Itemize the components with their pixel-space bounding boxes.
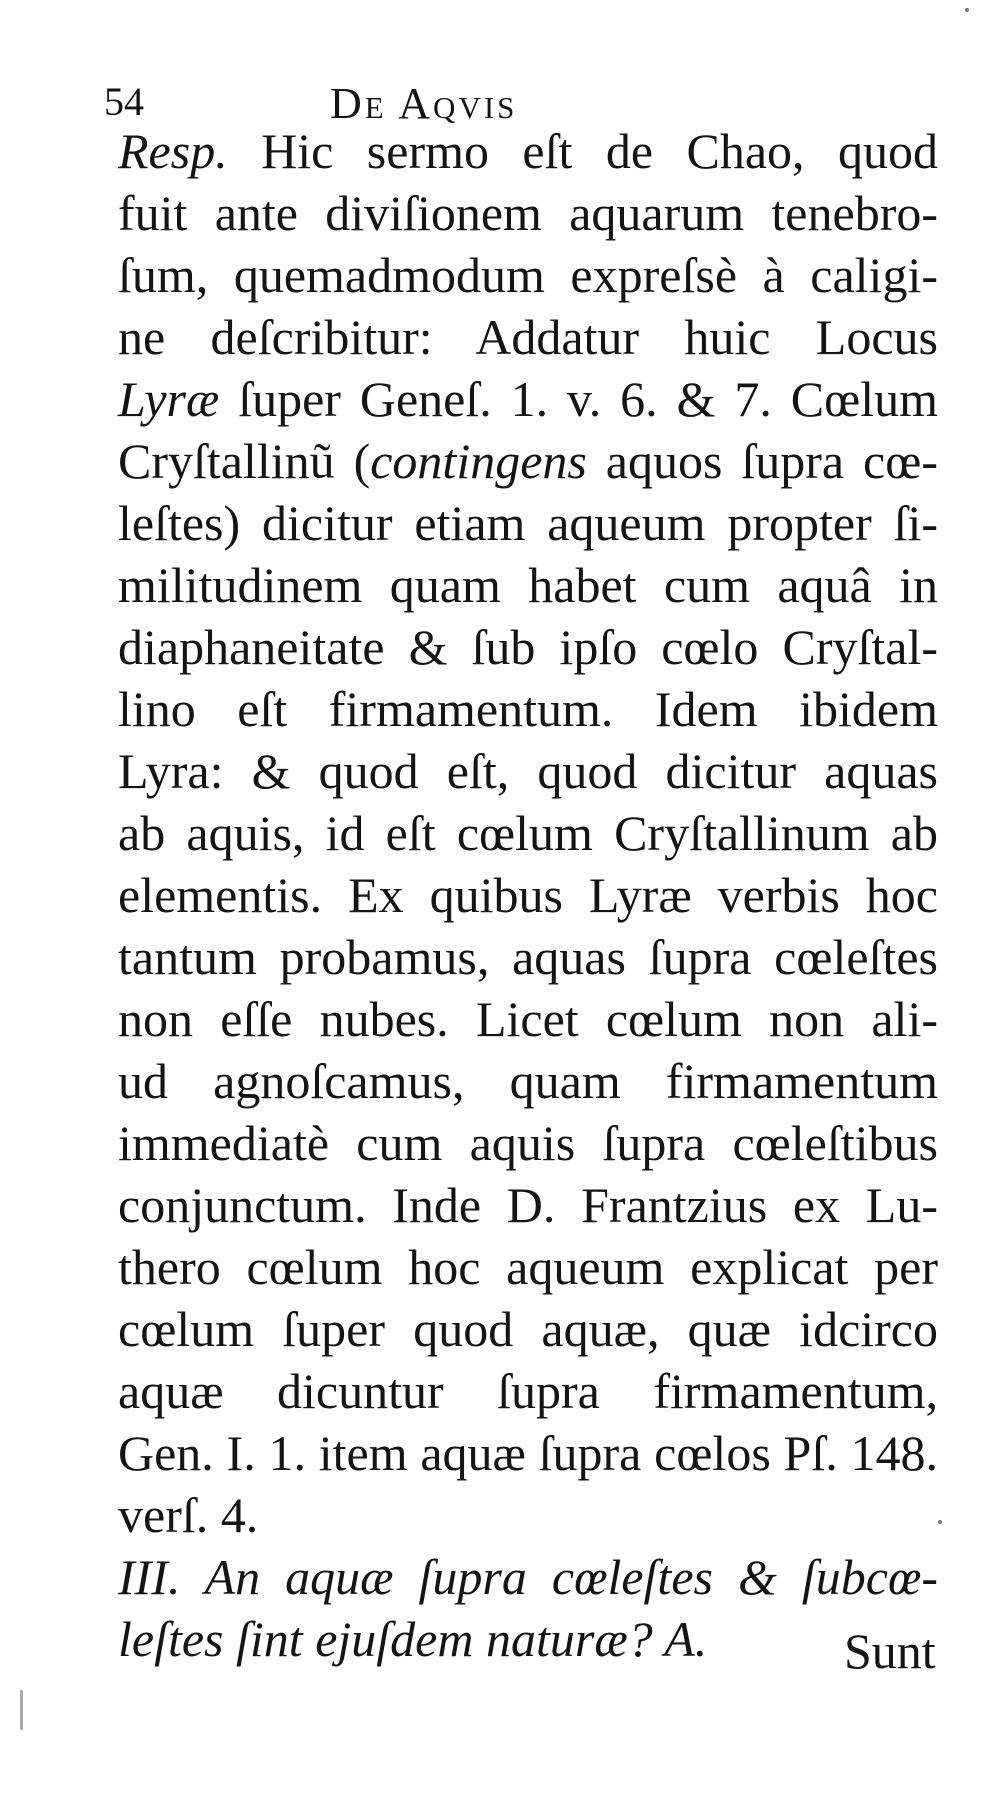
text-line-21: aquæ dicuntur ſupra firmamentum, [118,1363,938,1419]
text-line-6-italic: contingens [370,433,587,489]
text-line-1 [118,120,938,182]
running-title: De Aqvis [330,79,518,128]
text-line-22: Gen. I. 1. item aquæ ſupra cœlos Pſ. 148. [118,1425,938,1481]
question-heading-line-1 [118,1546,938,1608]
text-line-23: verſ. 4. [118,1487,259,1543]
text-line-14: tantum probamus, aquas ſupra cœleſtes [118,929,938,985]
catchword: Sunt [844,1623,936,1679]
author-name-lyra: Lyræ [118,371,220,427]
page-number: 54 [104,79,144,124]
text-line-6-a: Cryſtallinũ ( [118,433,371,489]
text-line-13: elementis. Ex quibus Lyræ verbis hoc [118,867,938,923]
text-line-17: immediatè cum aquis ſupra cœleſtibus [118,1115,938,1171]
text-line-18: conjunctum. Inde D. Frantzius ex Lu- [118,1177,938,1233]
text-line-9: diaphaneitate & ſub ipſo cœlo Cryſtal- [118,619,938,675]
paper-edge-mark [20,1690,23,1730]
text-line-10: lino eſt firmamentum. Idem ibidem [118,681,938,737]
text-line-3: ſum, quemadmodum expreſsè à caligi- [118,247,938,303]
text-line-5 [118,368,938,430]
response-label: Resp. [118,123,228,179]
text-line-2: fuit ante diviſionem aquarum tenebro- [118,185,938,241]
question-heading-line-2: leſtes ſint ejuſdem naturæ? A. [118,1611,708,1667]
text-line-15: non eſſe nubes. Licet cœlum non ali- [118,991,938,1047]
text-line-4: ne deſcribitur: Addatur huic Locus [118,309,938,365]
text-line-6 [118,430,938,492]
text-line-5-content: ſuper Geneſ. 1. v. 6. & 7. Cœlum [219,371,938,427]
question-text-1: An aquæ ſupra cœleſtes & ſubcœ- [180,1549,938,1605]
paper-speck [965,8,969,12]
text-line-7: leſtes) dicitur etiam aqueum propter ſi- [118,495,938,551]
text-line-12: ab aquis, id eſt cœlum Cryſtallinum ab [118,805,938,861]
text-line-1-content: Hic sermo eſt de Chao, quod [227,123,938,179]
text-line-11: Lyra: & quod eſt, quod dicitur aquas [118,743,938,799]
question-number: III. [118,1549,181,1605]
text-line-6-c: aquos ſupra cœ- [586,433,938,489]
text-line-20: cœlum ſuper quod aquæ, quæ idcirco [118,1301,938,1357]
paper-speck [938,1520,942,1524]
text-line-16: ud agnoſcamus, quam firmamentum [118,1053,938,1109]
text-line-19: thero cœlum hoc aqueum explicat per [118,1239,938,1295]
text-line-8: militudinem quam habet cum aquâ in [118,557,938,613]
